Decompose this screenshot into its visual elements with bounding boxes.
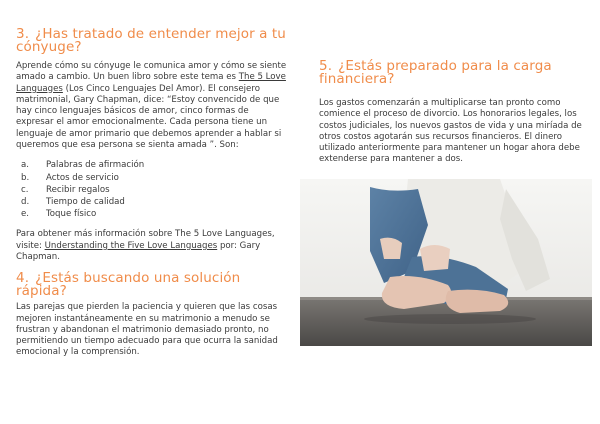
more-info-end: por: Gary Chapman. [16, 240, 261, 262]
left-column [16, 28, 288, 359]
section-quick-solution [16, 272, 288, 358]
love-language-text: Actos de servicio [46, 172, 119, 183]
love-language-text: Palabras de afirmación [46, 160, 145, 171]
list-marker: a. [21, 160, 29, 171]
list-marker: c. [21, 184, 29, 195]
section-3-intro [16, 61, 288, 151]
more-info-start: Para obtener más información sobre The 5 Love Languages, visite: [16, 229, 275, 251]
section-4-heading [16, 272, 288, 298]
list-marker: e. [21, 209, 30, 220]
love-language-text: Tiempo de calidad [46, 196, 125, 207]
section-5-heading [319, 60, 593, 86]
section-financial-burden [319, 60, 593, 166]
love-language-item [16, 172, 288, 184]
love-language-text: Toque físico [46, 209, 97, 220]
hand [420, 245, 450, 271]
love-language-item [16, 196, 288, 208]
section-5-body: Los gastos comenzarán a multiplicarse tan pronto como comience el proceso de divorcio. Los honorarios legales, los costos judiciales, los nuevos gastos de vida y una miríada de otros costos agotarán sus recursos financieros. El dinero utilizado anteriormente para mantener un hogar ahora debe extenderse para mantener a dos. [319, 98, 582, 165]
love-language-item [16, 184, 288, 196]
section-3-intro-start: Aprende cómo su cónyuge le comunica amor y cómo se siente amado a cambio. Un buen libro sobre este tema es [16, 61, 287, 83]
section-4-title: ¿Estás buscando una solución rápida? [16, 270, 241, 300]
section-3-more-info [16, 229, 288, 263]
section-3-intro-end: (Los Cinco Lenguajes Del Amor). El consejero matrimonial, Gary Chapman, dice: “Estoy convencido de que hay cinco lenguajes básicos de amor, cinco formas de expresar el amor emocionalmente. Cada persona tiene un lenguaje de amor primario que debemos aprender a hablar si queremos que esa persona se sienta amada ”. Son: [16, 83, 282, 151]
love-language-item [16, 159, 288, 171]
section-3-heading [16, 28, 288, 54]
section-5-title: ¿Estás preparado para la carga financiera? [319, 58, 552, 87]
book-link-5-love-languages[interactable]: The 5 Love Languages [16, 72, 286, 94]
section-4-number: 4. [16, 270, 30, 287]
love-language-text: Recibir regalos [46, 184, 110, 195]
section-5-number: 5. [319, 58, 333, 74]
person-sitting-on-floor-photo [300, 179, 592, 346]
section-understand-spouse [16, 28, 288, 263]
list-marker: d. [21, 196, 30, 207]
list-marker: b. [21, 172, 30, 183]
love-languages-list [16, 159, 288, 220]
section-3-title: ¿Has tratado de entender mejor a tu cónyuge? [16, 26, 286, 55]
section-4-body: Las parejas que pierden la paciencia y quieren que las cosas mejoren instantáneamente en su matrimonio a menudo se frustran y abandonan el matrimonio demasiado pronto, no permitiendo un tiempo adecuado para que ocurra la sanidad emocional y la comprensión. [16, 302, 278, 358]
right-column [319, 60, 593, 172]
photo-illustration [300, 179, 592, 346]
understanding-five-love-languages-link[interactable]: Understanding the Five Love Languages [44, 240, 218, 251]
section-3-number: 3. [16, 26, 30, 42]
shadow [364, 314, 536, 324]
love-language-item [16, 208, 288, 220]
